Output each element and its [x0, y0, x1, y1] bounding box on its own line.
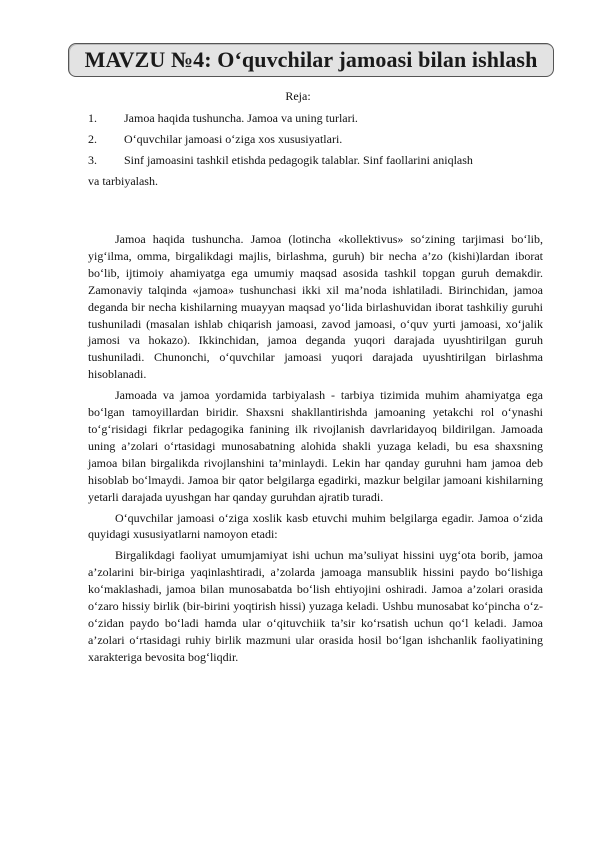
plan-item-number: 1.: [88, 111, 97, 125]
body-paragraph: O‘quvchilar jamoasi o‘ziga xoslik kasb etuvchi muhim belgilarga egadir. Jamoa o‘zida quyidagi xususiyatlarni namoyon etadi:: [88, 510, 543, 542]
plan-item-text: Sinf jamoasini tashkil etishda pedagogik talablar. Sinf faollarini aniqlash: [124, 153, 473, 167]
plan-heading: Reja:: [285, 89, 311, 103]
plan-item-text: O‘quvchilar jamoasi o‘ziga xos xususiyatlari.: [124, 132, 343, 146]
plan-list: [88, 108, 546, 192]
body-paragraph: Jamoada va jamoa yordamida tarbiyalash - tarbiya tizimida muhim ahamiyatga ega bo‘lgan tamoyillardan biridir. Shaxsni shakllantirishda jamoaning yetakchi rol o‘ynashi to‘g‘risidagi fikrlar pedagogika fanining ilk rivojlanish davrlaridayoq bildirilgan. Jamoada uning a’zolari o‘rtasidagi munosabatning alohida shakli yuzaga keladi, bu esa shaxsning jamoa bilan birgalikda rivojlanshini ta’minlaydi. Lekin har qanday guruhni ham jamoa deb hisoblab bo‘lmaydi. Jamoa bir qator belgilarga egadirki, mazkur belgilar jamoani kishilarning yetarli darajada uyushgan har qanday guruhdan ajratib turadi.: [88, 388, 543, 504]
document-body: [88, 231, 543, 670]
plan-item-number: 2.: [88, 132, 97, 146]
plan-item: [88, 129, 546, 150]
plan-item-continuation: va tarbiyalash.: [88, 174, 158, 188]
body-paragraph: Birgalikdagi faoliyat umumjamiyat ishi uchun ma’suliyat hissini uyg‘ota borib, jamoa a’zolarini bir-biriga yaqinlashtiradi, a’zolarda jamoaga mansublik hissini paydo bo‘lishiga ko‘maklashadi, jamoa bilan munosabatda bo‘lish ehtiyojini oshiradi. Jamoa a’zolari orasida o‘zaro hissiy birlik (bir-birini yoqtirish hissi) yuzaga keladi. Ushbu munosabat ko‘pincha o‘z-o‘zidan paydo bo‘ladi hamda ular o‘qituvchiik ta’sir ko‘rsatish uchun qo‘l keladi. Jamoa a’zolari o‘rtasidagi ruhiy birlik mazmuni ular orasida hosil bo‘lgan ishchanlik faoliyatining xarakteriga bevosita bog‘liqdir.: [88, 548, 543, 664]
plan-item: [88, 108, 546, 129]
plan-item-number: 3.: [88, 153, 97, 167]
topic-title-box: [68, 43, 554, 77]
plan-item-text: Jamoa haqida tushuncha. Jamoa va uning turlari.: [124, 111, 358, 125]
plan-item: [88, 150, 546, 192]
body-paragraph: Jamoa haqida tushuncha. Jamoa (lotincha «kollektivus» so‘zining tarjimasi bo‘lib, yig‘ilma, omma, birgalikdagi majlis, birlashma, guruh) bir necha a’zo (kishi)lardan iborat bo‘lib, ijtimoiy ahamiyatga ega umumiy maqsad asosida tashkil topgan guruh demakdir. Zamonaviy talqinda «jamoa» tushunchasi ikki xil ma’noda ishlatiladi. Birinchidan, jamoa deganda bir necha kishilarning muayyan maqsad yo‘lida birlashuvidan iborat tashkiliy guruhi tushuniladi (masalan ishlab chiqarish jamoasi, zavod jamoasi, o‘quv yurti jamoasi, xo‘jalik jamosi va hokazo). Ikkinchidan, jamoa deganda yuqori darajada uyushtirilgan guruh tushuniladi. Chunonchi, o‘quvchilar jamoasi yuqori darajada uyushtirilgan birlashma hisoblanadi.: [88, 232, 543, 382]
topic-title: MAVZU №4: O‘quvchilar jamoasi bilan ishlash: [84, 47, 538, 72]
